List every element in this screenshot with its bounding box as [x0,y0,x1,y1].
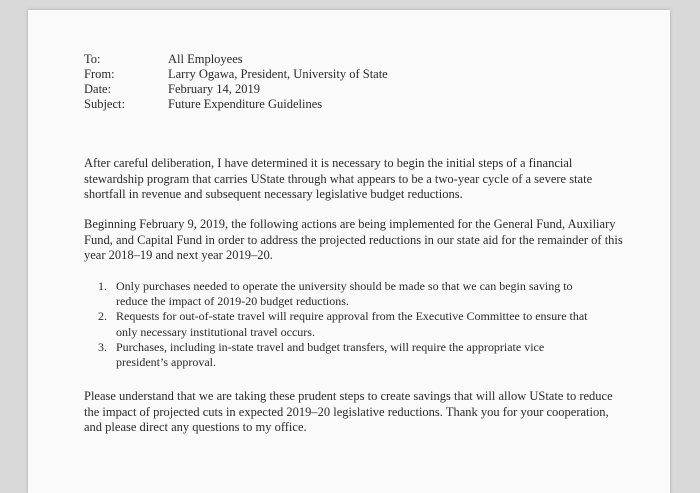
list-item [98,279,598,309]
memo-to-label: To: [84,52,101,66]
memo-subject-value: Future Expenditure Guidelines [168,97,323,111]
memo-subject-row [84,97,388,112]
memo-subject-label: Subject: [84,97,125,111]
memo-date-row [84,82,388,97]
memo-to-value: All Employees [168,52,243,66]
memo-date-value: February 14, 2019 [168,82,260,96]
memo-from-value: Larry Ogawa, President, University of State [168,67,388,81]
list-item-number: 2. [98,309,107,324]
body-paragraph-1: After careful deliberation, I have determined it is necessary to begin the initial steps of a financial stewardship program that carries UState through what appears to be a two-year cycle of a severe state shortfall in revenue and subsequent necessary legislative budget reductions. [84,156,593,201]
list-item-text: Only purchases needed to operate the university should be made so that we can begin saving to reduce the impact of 2019-20 budget reductions. [116,279,573,309]
memo-page [28,10,670,493]
body-paragraph-3: Please understand that we are taking these prudent steps to create savings that will allow UState to reduce the impact of projected cuts in expected 2019–20 legislative reductions. Thank you for your cooperation, and please direct any questions to my office. [84,389,613,434]
list-item-number: 3. [98,339,107,354]
list-item-number: 1. [98,279,107,293]
memo-from-row [84,67,388,82]
list-item-text: Purchases, including in-state travel and budget transfers, will require the appropriate vice president’s approval. [116,339,545,370]
memo-to-row [84,52,388,67]
action-list [98,279,598,370]
list-item [98,309,598,339]
memo-header [84,52,388,112]
list-item-text: Requests for out-of-state travel will require approval from the Executive Committee to ensure that only necessary institutional travel occurs. [116,309,588,339]
list-item [98,340,598,370]
memo-date-label: Date: [84,82,112,96]
body-paragraph-2: Beginning February 9, 2019, the following actions are being implemented for the General Fund, Auxiliary Fund, and Capital Fund in order to address the projected reductions in our state aid for the remainder of this year 2018–19 and next year 2019–20. [84,217,623,262]
memo-from-label: From: [84,67,115,81]
